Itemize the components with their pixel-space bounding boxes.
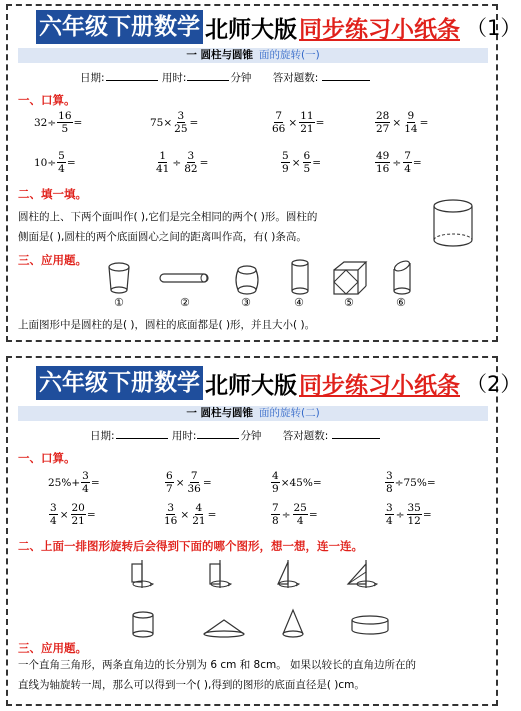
calc-item xyxy=(384,502,432,527)
numerator: 7 xyxy=(190,470,198,482)
section-application: 三、应用题。 xyxy=(18,641,87,655)
title-grade: 六年级下册数学 xyxy=(36,10,203,44)
fraction xyxy=(187,470,202,495)
equals-sign: = xyxy=(315,116,325,129)
numerator: 3 xyxy=(386,502,393,514)
denominator: 21 xyxy=(192,515,206,527)
flat-cylinder-icon xyxy=(348,614,392,638)
lesson-bar xyxy=(18,406,488,421)
operator: × xyxy=(291,156,301,169)
lesson-topic: 面的旋转(一) xyxy=(258,49,320,61)
calc-prefix: 32÷ xyxy=(34,116,57,129)
date-label: 日期: xyxy=(80,72,105,84)
equals-sign: = xyxy=(199,156,209,169)
numerator: 7 xyxy=(275,110,283,122)
date-blank[interactable] xyxy=(106,70,158,81)
fraction xyxy=(299,110,314,135)
denominator: 16 xyxy=(376,163,390,175)
calc-item xyxy=(280,150,321,175)
numerator: 3 xyxy=(82,470,89,482)
numerator: 3 xyxy=(386,470,393,482)
fraction xyxy=(71,502,86,527)
section-fill-in: 二、填一填。 xyxy=(18,187,87,201)
calc-item xyxy=(374,110,428,135)
fraction xyxy=(281,150,290,175)
denominator: 4 xyxy=(82,483,89,495)
fill-in-line-1: 圆柱的上、下两个面叫作( ),它们是完全相同的两个( )形。圆柱的 xyxy=(18,211,318,223)
fraction xyxy=(407,502,422,527)
calc-item xyxy=(270,470,322,495)
fraction xyxy=(293,502,308,527)
denominator: 36 xyxy=(187,483,201,495)
date-blank[interactable] xyxy=(116,428,168,439)
numerator: 3 xyxy=(177,110,185,122)
section-mental-math: 一、口算。 xyxy=(18,451,76,465)
worksheet-2 xyxy=(6,356,521,706)
lesson-bar xyxy=(18,48,488,63)
lesson-topic: 面的旋转(二) xyxy=(258,407,320,419)
denominator: 14 xyxy=(404,123,418,135)
numerator: 28 xyxy=(376,110,390,122)
time-blank[interactable] xyxy=(197,428,239,439)
numerator: 4 xyxy=(272,470,279,482)
worksheet-2-title xyxy=(36,366,521,400)
double-cone-icon xyxy=(202,616,246,640)
denominator: 16 xyxy=(164,515,178,527)
cylinder-icon xyxy=(128,610,158,640)
slanted-cylinder-icon xyxy=(390,258,414,298)
correct-blank[interactable] xyxy=(322,70,370,81)
calc-item xyxy=(270,110,324,135)
equals-sign: = xyxy=(73,116,83,129)
rotating-rectangle-icon xyxy=(124,558,160,592)
fraction xyxy=(385,470,394,495)
denominator: 4 xyxy=(404,163,411,175)
shape-label: ④ xyxy=(294,296,304,309)
correct-label: 答对题数: xyxy=(272,72,319,84)
fraction xyxy=(57,150,66,175)
numerator: 6 xyxy=(303,150,311,162)
calc-item xyxy=(48,502,96,527)
calc-suffix: ×45% xyxy=(280,476,313,489)
numerator: 5 xyxy=(58,150,65,162)
minutes-label: 分钟 xyxy=(230,72,252,84)
section-match: 二、上面一排图形旋转后会得到下面的哪个图形，想一想，连一连。 xyxy=(18,539,363,553)
fraction xyxy=(403,110,418,135)
numerator: 35 xyxy=(407,502,421,514)
info-row xyxy=(80,70,371,85)
date-label: 日期: xyxy=(90,430,115,442)
fraction xyxy=(155,150,170,175)
fraction xyxy=(49,502,58,527)
denominator: 8 xyxy=(386,483,393,495)
numerator: 3 xyxy=(187,150,195,162)
fraction xyxy=(271,110,286,135)
time-label: 用时: xyxy=(161,72,187,84)
denominator: 9 xyxy=(272,483,279,495)
title-edition: 北师大版 xyxy=(205,16,297,43)
numerator: 9 xyxy=(407,110,415,122)
lesson-unit: 一 圆柱与圆锥 xyxy=(186,49,253,61)
correct-label: 答对题数: xyxy=(282,430,329,442)
calc-item xyxy=(154,150,208,175)
calc-item xyxy=(164,470,212,495)
application-line-1: 一个直角三角形，两条直角边的长分别为 6 cm 和 8cm。 如果以较长的直角边所在的 xyxy=(18,659,417,671)
section-application: 三、应用题。 xyxy=(18,253,87,267)
calc-item xyxy=(270,502,318,527)
equals-sign: = xyxy=(189,116,199,129)
denominator: 82 xyxy=(184,163,198,175)
denominator: 66 xyxy=(272,123,286,135)
fraction xyxy=(81,470,90,495)
title-number: （2） xyxy=(466,372,521,396)
equals-sign: = xyxy=(426,476,436,489)
calc-item xyxy=(384,470,436,495)
title-grade: 六年级下册数学 xyxy=(36,366,203,400)
numerator: 7 xyxy=(272,502,279,514)
shape-label: ② xyxy=(180,296,190,309)
equals-sign: = xyxy=(86,508,96,521)
fraction xyxy=(403,150,412,175)
operator: ÷ xyxy=(172,156,182,169)
calc-prefix: 25%+ xyxy=(48,476,81,489)
denominator: 8 xyxy=(272,515,279,527)
denominator: 21 xyxy=(300,123,314,135)
rotating-obtuse-triangle-icon xyxy=(344,558,384,592)
fraction xyxy=(303,150,312,175)
equals-sign: = xyxy=(419,116,429,129)
denominator: 12 xyxy=(407,515,421,527)
denominator: 25 xyxy=(174,123,188,135)
equals-sign: = xyxy=(66,156,76,169)
tall-cylinder-icon xyxy=(288,258,312,298)
operator: ÷ xyxy=(395,508,405,521)
equals-sign: = xyxy=(202,476,212,489)
equals-sign: = xyxy=(207,508,217,521)
calc-item xyxy=(374,150,422,175)
operator: × xyxy=(59,508,69,521)
fraction xyxy=(163,502,178,527)
title-series: 同步练习小纸条 xyxy=(299,16,460,43)
fill-in-line-2: 侧面是( ),圆柱的两个底面圆心之间的距离叫作高，有( )条高。 xyxy=(18,231,307,243)
denominator: 9 xyxy=(282,163,289,175)
title-edition: 北师大版 xyxy=(205,372,297,399)
cylinder-illustration-icon xyxy=(430,198,476,248)
fraction xyxy=(375,150,390,175)
fraction xyxy=(271,470,280,495)
operator: × xyxy=(392,116,402,129)
denominator: 4 xyxy=(58,163,65,175)
numerator: 3 xyxy=(167,502,175,514)
correct-blank[interactable] xyxy=(332,428,380,439)
denominator: 4 xyxy=(50,515,57,527)
shape-label: ⑤ xyxy=(344,296,354,309)
short-cylinder-icon xyxy=(106,262,132,298)
numerator: 5 xyxy=(282,150,289,162)
fraction xyxy=(183,150,198,175)
calc-suffix: ÷75% xyxy=(394,476,427,489)
denominator: 5 xyxy=(303,163,311,175)
title-series: 同步练习小纸条 xyxy=(299,372,460,399)
operator: ÷ xyxy=(281,508,291,521)
shape-label: ③ xyxy=(241,296,251,309)
numerator: 25 xyxy=(293,502,307,514)
denominator: 27 xyxy=(376,123,390,135)
shape-label: ① xyxy=(114,296,124,309)
numerator: 49 xyxy=(376,150,390,162)
fraction xyxy=(165,470,174,495)
equals-sign: = xyxy=(312,476,322,489)
numerator: 20 xyxy=(71,502,85,514)
numerator: 3 xyxy=(50,502,57,514)
section-mental-math: 一、口算。 xyxy=(18,93,76,107)
info-row xyxy=(90,428,381,443)
fraction xyxy=(191,502,206,527)
barrel-icon xyxy=(234,264,260,298)
calc-item xyxy=(162,502,216,527)
equals-sign: = xyxy=(412,156,422,169)
denominator: 7 xyxy=(166,483,173,495)
shape-label: ⑥ xyxy=(396,296,406,309)
numerator: 7 xyxy=(404,150,411,162)
worksheet-1-title xyxy=(36,10,521,44)
operator: × xyxy=(288,116,298,129)
time-blank[interactable] xyxy=(187,70,229,81)
fraction xyxy=(385,502,394,527)
time-label: 用时: xyxy=(171,430,197,442)
rotating-tall-rectangle-icon xyxy=(204,558,240,592)
denominator: 5 xyxy=(61,123,69,135)
calc-prefix: 10÷ xyxy=(34,156,57,169)
operator: × xyxy=(175,476,185,489)
cone-icon xyxy=(278,608,308,640)
calc-item xyxy=(34,110,82,135)
title-number: （1） xyxy=(466,16,521,40)
horizontal-cylinder-icon xyxy=(158,270,212,290)
denominator: 4 xyxy=(386,515,393,527)
application-line-2: 直线为轴旋转一周，那么可以得到一个( ),得到的图形的底面直径是( )cm。 xyxy=(18,679,365,691)
calc-item xyxy=(150,110,198,135)
fraction xyxy=(375,110,390,135)
lesson-unit: 一 圆柱与圆锥 xyxy=(186,407,253,419)
calc-prefix: 75× xyxy=(150,116,173,129)
equals-sign: = xyxy=(308,508,318,521)
equals-sign: = xyxy=(90,476,100,489)
numerator: 11 xyxy=(300,110,314,122)
denominator: 21 xyxy=(71,515,85,527)
denominator: 4 xyxy=(296,515,304,527)
application-question: 上面图形中是圆柱的是( )，圆柱的底面都是( )形，并且大小( )。 xyxy=(18,319,316,331)
operator: ÷ xyxy=(392,156,402,169)
denominator: 41 xyxy=(156,163,170,175)
cube-diamond-icon xyxy=(330,258,370,298)
fraction xyxy=(271,502,280,527)
operator: × xyxy=(180,508,190,521)
calc-item xyxy=(48,470,100,495)
numerator: 4 xyxy=(195,502,203,514)
numerator: 16 xyxy=(58,110,72,122)
numerator: 6 xyxy=(166,470,173,482)
fraction xyxy=(173,110,188,135)
fraction xyxy=(57,110,72,135)
equals-sign: = xyxy=(312,156,321,169)
worksheet-1 xyxy=(6,4,521,342)
calc-item xyxy=(34,150,76,175)
rotating-triangle-icon xyxy=(272,558,308,592)
equals-sign: = xyxy=(422,508,432,521)
numerator: 1 xyxy=(159,150,167,162)
minutes-label: 分钟 xyxy=(240,430,262,442)
